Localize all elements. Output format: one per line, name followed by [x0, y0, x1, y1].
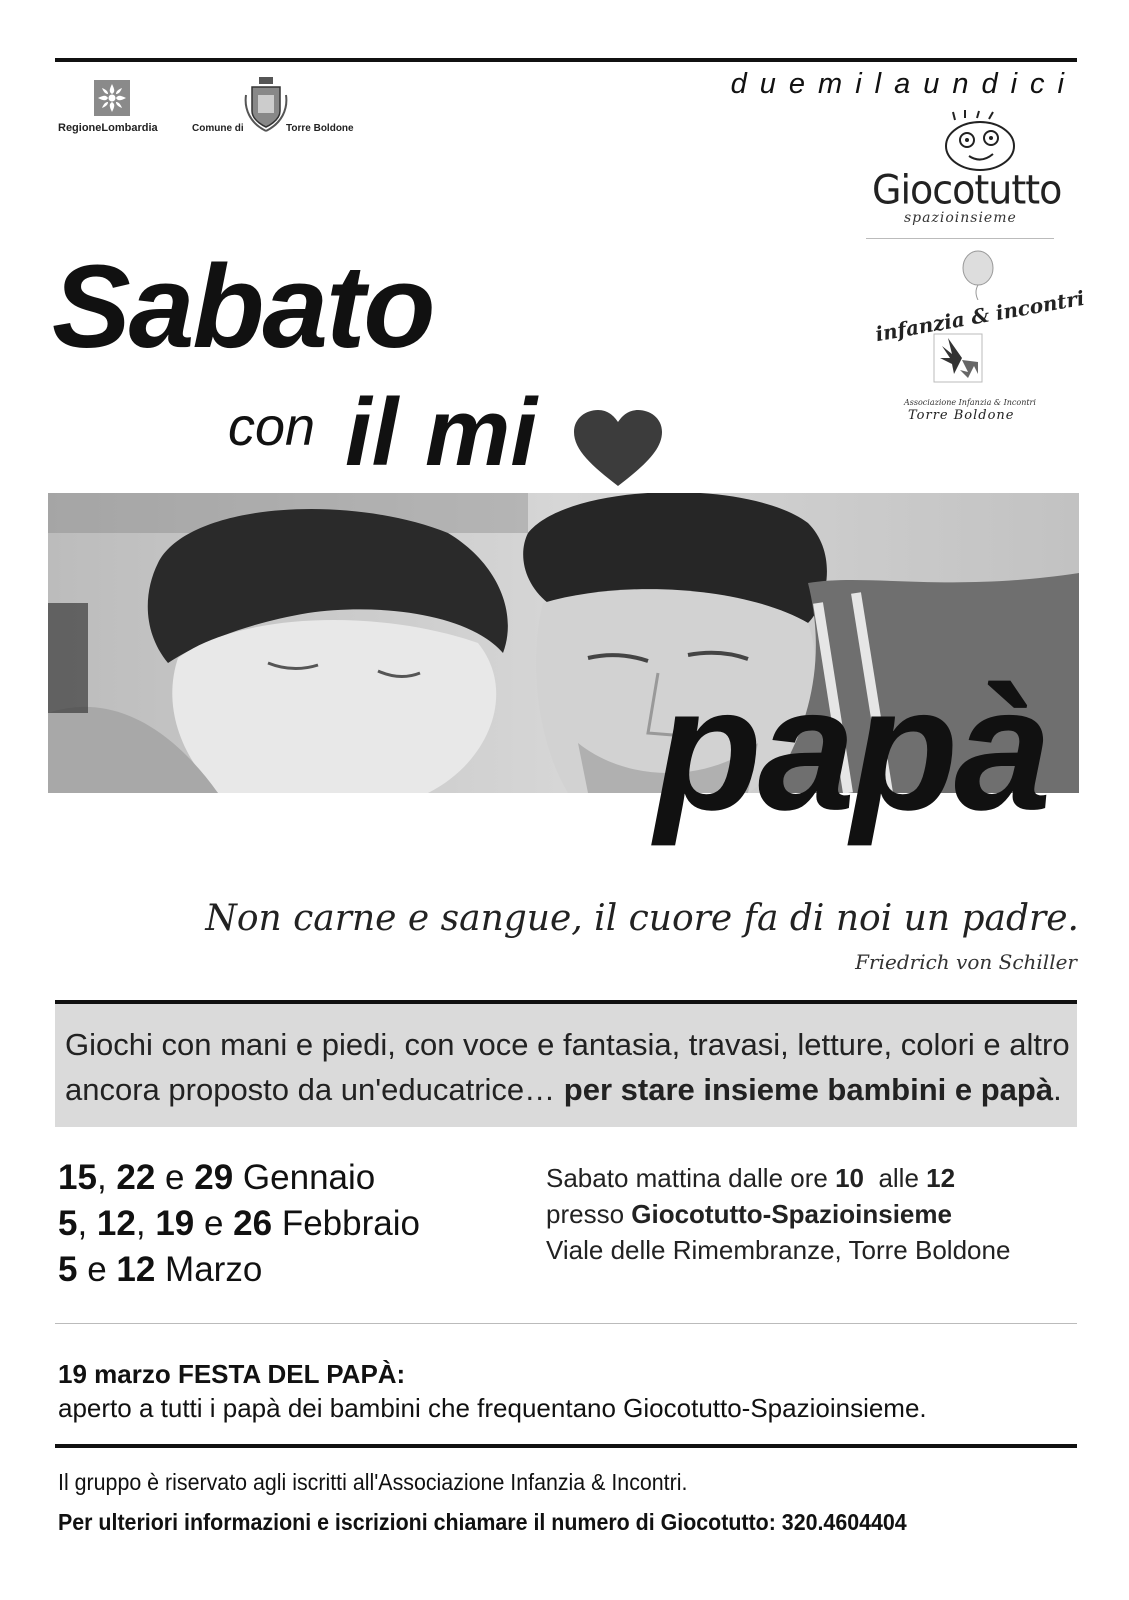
festa-title: 19 marzo FESTA DEL PAPÀ:: [58, 1359, 406, 1389]
regione-emblem-icon: [94, 80, 130, 116]
comune-prefix: Comune di: [192, 123, 244, 134]
festa-section: [58, 1357, 927, 1425]
logo-divider: [866, 238, 1054, 239]
month-label: Gennaio: [233, 1158, 376, 1197]
description-end: .: [1053, 1072, 1062, 1107]
description-text: [65, 1022, 1075, 1112]
title-sabato: Sabato: [52, 241, 434, 373]
title-papa: papà: [655, 652, 1048, 847]
infanzia-assoc: Associazione Infanzia & Incontri: [904, 398, 1036, 407]
giocotutto-logo: [872, 110, 1065, 228]
date-value: 29: [194, 1158, 234, 1197]
smiley-doodle-icon: [935, 110, 1025, 174]
dates-febbraio: [58, 1201, 420, 1247]
date-value: 19: [155, 1204, 195, 1243]
regione-lombardia-logo: [58, 80, 173, 135]
date-value: 26: [233, 1204, 273, 1243]
heart-icon: [572, 408, 664, 488]
month-label: Marzo: [155, 1250, 263, 1289]
footer-contact: Per ulteriori informazioni e iscrizioni chiamare il numero di Giocotutto: 320.4604404: [58, 1509, 907, 1535]
date-sep: ,: [96, 1158, 117, 1197]
date-sep: ,: [77, 1204, 97, 1243]
infanzia-city: Torre Boldone: [908, 408, 1015, 423]
schedule-time: Sabato mattina dalle ore 10 alle 12: [546, 1163, 956, 1193]
date-sep: e: [155, 1158, 195, 1197]
date-value: 12: [96, 1204, 136, 1243]
date-sep: ,: [135, 1204, 156, 1243]
schedule-info: [546, 1160, 1010, 1268]
festa-divider: [55, 1323, 1077, 1324]
year-label: duemilaundici: [730, 68, 1077, 100]
footer: [58, 1462, 971, 1542]
top-rule: [55, 58, 1077, 62]
festa-text: aperto a tutti i papà dei bambini che frequentano Giocotutto-Spazioinsieme.: [58, 1393, 927, 1423]
footer-note: Il gruppo è riservato agli iscritti all'Associazione Infanzia & Incontri.: [58, 1469, 688, 1495]
infanzia-name: infanzia & incontri: [873, 285, 1087, 347]
schedule-place: presso Giocotutto-Spazioinsieme: [546, 1199, 952, 1229]
description-bold: per stare insieme bambini e papà: [563, 1072, 1054, 1107]
quote-author: Friedrich von Schiller: [855, 950, 1077, 974]
footer-rule: [55, 1444, 1077, 1448]
comune-logo: [192, 75, 362, 137]
date-value: 5: [58, 1250, 78, 1289]
giocotutto-sub: spazioinsieme: [904, 210, 1017, 226]
comune-name: Torre Boldone: [286, 123, 354, 134]
date-value: 5: [58, 1204, 78, 1243]
regione-lombardia-label: RegioneLombardia: [58, 122, 158, 134]
dates-list: [58, 1155, 420, 1293]
date-value: 22: [116, 1158, 156, 1197]
date-sep: e: [77, 1250, 117, 1289]
title-il-mi: il mi: [345, 379, 538, 486]
description-normal: Giochi con mani e piedi, con voce e fantasia, travasi, letture, colori e altro ancora proposto da un'educatrice…: [65, 1027, 1070, 1107]
dates-gennaio: [58, 1155, 420, 1201]
comune-crest-icon: [244, 75, 288, 133]
date-sep: e: [194, 1204, 234, 1243]
schedule-address: Viale delle Rimembranze, Torre Boldone: [546, 1235, 1011, 1265]
infanzia-incontri-logo: [870, 250, 1087, 425]
handprints-icon: [928, 330, 988, 386]
date-value: 15: [58, 1158, 97, 1197]
date-value: 12: [116, 1250, 156, 1289]
giocotutto-name: Giocotutto: [872, 166, 1062, 214]
dates-marzo: [58, 1247, 420, 1293]
balloon-icon: [960, 250, 996, 300]
month-label: Febbraio: [272, 1204, 420, 1243]
quote-text: Non carne e sangue, il cuore fa di noi un padre.: [205, 898, 1079, 939]
title-con: con: [228, 397, 316, 457]
